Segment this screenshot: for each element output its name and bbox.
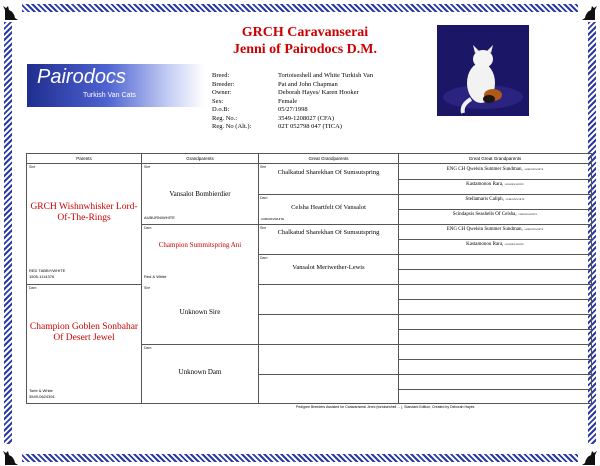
info-label: Owner: (212, 89, 232, 96)
info-value: 3549-1208027 (CFA) (278, 114, 335, 122)
column-header-parents: Parents (76, 156, 92, 161)
ggp-color: AUBURN/WHITE (504, 243, 524, 246)
grandparent-name: Champion Summitspring Ani (158, 241, 242, 249)
column-header-great-great-grandparents: Great Great Grandparents (468, 156, 522, 161)
info-label: Reg. No.: (212, 114, 238, 122)
sex-label: Dam (144, 226, 152, 230)
footer-text: Pedigree Breeders Assisted for Caravanserai Jenni (tortoiseshell ... ), Standard Edition, Created by Deborah Hayes (296, 405, 475, 409)
grandparent-color: Red & White (144, 274, 167, 279)
dam-reg: 3549-0624391 (29, 394, 55, 399)
info-row (212, 89, 374, 98)
info-row (212, 72, 374, 81)
info-row (212, 98, 374, 107)
sire-color: RED TABBY/WHITE (29, 268, 66, 273)
ggp-name: Kastamonou Rara, (466, 242, 504, 247)
sex-label: Dam (144, 346, 152, 350)
cat-silhouette-icon (0, 0, 22, 22)
border-bottom (22, 454, 578, 462)
cat-silhouette-icon (578, 0, 600, 22)
great-grandparent-name: Vansalot Meriwether-Lewis (292, 264, 365, 271)
ggp-color: AUBURN/WHITE (523, 168, 544, 171)
border-top (22, 4, 578, 12)
sex-label: Sire (144, 286, 151, 290)
cat-info (212, 72, 374, 132)
sex-label: Sire (144, 165, 151, 169)
info-row (212, 81, 374, 90)
info-value: Deborah Hayes/ Karen Hooker (278, 89, 359, 96)
info-value: Tortoiseshell and White Turkish Van (278, 72, 373, 79)
great-grandparent-name: Chalkatud Sharekhan Of Sumsutspring (277, 229, 380, 236)
ggp-name: ENG CH Qwelsin Summer Sundman, (446, 227, 523, 232)
cat-photo-image (437, 25, 529, 116)
sex-label: Dam (260, 196, 268, 200)
info-label: Breed: (212, 72, 230, 79)
info-value: Female (278, 97, 298, 105)
grandparent-name: Unknown Dam (178, 368, 222, 376)
ggp-name: Kastamonou Rara, (466, 182, 504, 187)
great-grandparent-name: Chalkatud Sharekhan Of Sumsutspring (277, 169, 380, 176)
title-line2: Jenni of Pairodocs D.M. (232, 42, 377, 57)
ggp-color: AUBURN/WHITE (505, 198, 525, 201)
sire-name: GRCH Wishnwhisker Lord-Of-The-Rings (30, 202, 138, 223)
logo-name: Pairodocs (37, 66, 126, 88)
info-row (212, 106, 374, 115)
column-header-grandparents: Grandparents (186, 156, 214, 161)
ggp-name: ENG CH Qwelsin Summer Sundman, (446, 167, 523, 172)
ggp-entry (400, 227, 590, 232)
info-value: 02T 052798 047 (TICA) (278, 123, 342, 130)
great-grandparent-color: AUBURN/WHITE (261, 217, 285, 221)
column-header-great-grandparents: Great Grandparents (308, 156, 349, 161)
cat-photo (437, 25, 529, 116)
ggp-name: Stellamaris Caliph, (465, 197, 504, 202)
info-label: Breeder: (212, 80, 235, 88)
ggp-entry (400, 212, 590, 217)
logo-subtitle: Turkish Van Cats (83, 92, 136, 99)
cat-silhouette-icon (0, 444, 22, 466)
sex-label: Sire (260, 226, 267, 230)
info-label: Sex: (212, 97, 224, 105)
ggp-entry (400, 182, 590, 187)
ggp-color: AUBURN/WHITE (504, 183, 524, 186)
info-label: Reg. No (Alt.): (212, 123, 252, 130)
sex-label: Sire (260, 165, 267, 169)
title-line1: GRCH Caravanserai (241, 25, 369, 40)
dam-color: Torie & White (29, 388, 53, 393)
ggp-color: AUBURN/WHITE (517, 213, 538, 216)
ggp-entry (400, 197, 590, 202)
info-row (212, 115, 374, 124)
grandparent-name: Unknown Sire (179, 308, 221, 316)
ggp-color: AUBURN/WHITE (523, 228, 544, 231)
info-value: 05/27/1998 (278, 106, 308, 113)
dam-name: Champion Goblen Sonbahar Of Desert Jewel (29, 322, 139, 343)
info-value: Pat and John Chapman (278, 80, 338, 88)
info-row (212, 123, 374, 132)
pairodocs-logo (27, 64, 205, 107)
grandparent-name: Vansalot Bombierdier (169, 190, 231, 198)
sex-label: Sire (29, 165, 36, 169)
ggp-entry (400, 242, 590, 247)
page-title (180, 24, 430, 58)
ggp-entry (400, 167, 590, 172)
grandparent-color: AUBURN/WHITE (144, 215, 175, 220)
great-grandparent-name: Celsha Heartfelt Of Vansalot (291, 204, 366, 211)
cat-silhouette-icon (578, 444, 600, 466)
info-label: D.o.B: (212, 106, 230, 113)
border-left (4, 22, 12, 444)
pedigree-table (26, 153, 592, 404)
sex-label: Dam (29, 286, 37, 290)
ggp-name: Scindapsis Seashells Of Celsha, (452, 212, 517, 217)
sire-reg: 1505-1114376 (29, 274, 55, 279)
sex-label: Dam (260, 256, 268, 260)
